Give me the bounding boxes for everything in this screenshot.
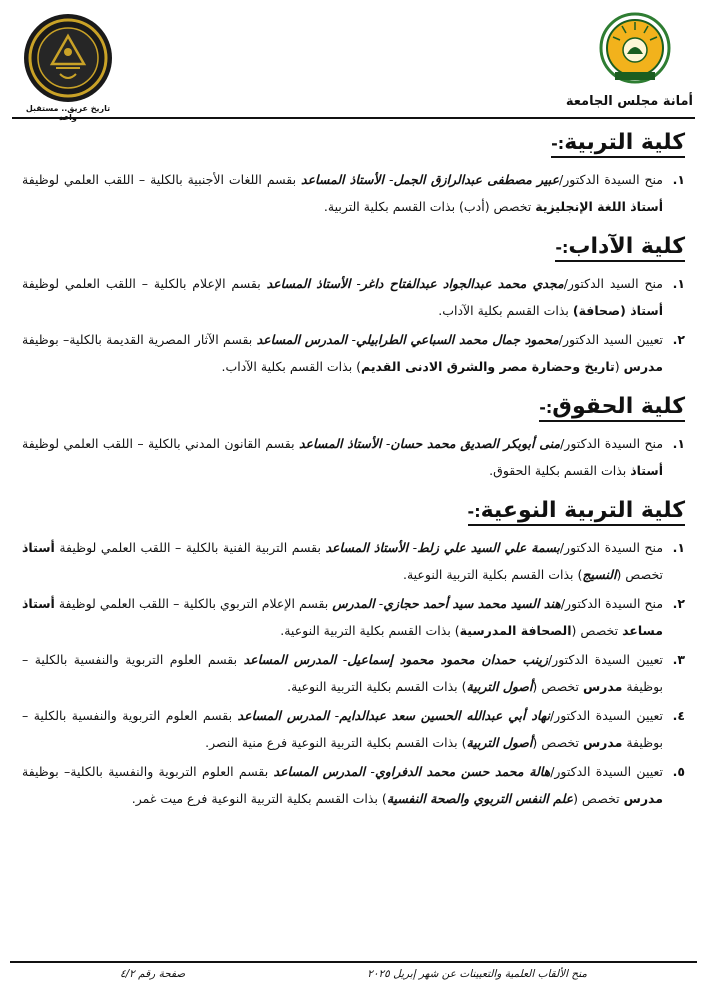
text-run: منح السيدة الدكتور/	[559, 172, 663, 187]
item-number: ٥.	[672, 764, 685, 779]
section-title-text: كلية التربية	[564, 129, 685, 155]
item-number: ١.	[672, 436, 685, 451]
item-text	[22, 166, 663, 220]
text-run: بقسم الآثار المصرية القديمة بالكلية– بوظيفة	[22, 332, 257, 347]
emphasis-run: تاريخ وحضارة مصر والشرق الادنى القديم	[361, 359, 615, 374]
text-run: تخصص (	[571, 623, 623, 638]
text-run: -	[374, 596, 384, 611]
item-number: ١.	[672, 276, 685, 291]
decision-item	[22, 590, 685, 644]
item-number: ٤.	[672, 708, 685, 723]
emphasis-run: أستاذ مساعد	[22, 596, 663, 638]
text-run: -	[336, 652, 348, 667]
text-run: -	[365, 764, 375, 779]
emphasis-run: المدرس المساعد	[237, 708, 330, 723]
text-run: منح السيدة الدكتور/	[559, 540, 664, 555]
emphasis-run: منى أبوبكر الصديق محمد حسان	[390, 436, 561, 451]
text-run: بقسم التربية الفنية بالكلية – اللقب العلمي لوظيفة	[54, 540, 326, 555]
decision-list	[22, 430, 685, 484]
emphasis-run: مدرس	[582, 735, 623, 750]
text-run: تعيين السيد الدكتور/	[558, 332, 663, 347]
text-run: بقسم الإعلام بالكلية – اللقب العلمي لوظيفة	[22, 276, 267, 291]
emphasis-run: هالة محمد حسن محمد الدفراوي	[374, 764, 551, 779]
text-run: بقسم الإعلام التربوي بالكلية – اللقب العلمي لوظيفة	[54, 596, 333, 611]
emphasis-run: مجدي محمد عبدالجواد عبدالفتاح داغر	[360, 276, 564, 291]
emphasis-run: أستاذ	[630, 463, 663, 478]
text-run: تخصص (	[532, 679, 583, 694]
item-number: ١.	[672, 172, 685, 187]
emphasis-run: نهاد أبي عبدالله الحسين سعد عبدالدايم	[339, 708, 550, 723]
document-body	[22, 120, 685, 816]
emphasis-run: المدرس	[332, 596, 375, 611]
section-title	[555, 234, 685, 262]
section	[22, 384, 685, 484]
emphasis-run: الأستاذ المساعد	[266, 276, 351, 291]
emphasis-run: أستاذ اللغة الإنجليزية	[535, 199, 663, 214]
text-run: بذات القسم بكلية الحقوق.	[489, 463, 631, 478]
emphasis-run: زينب حمدان محمود محمود إسماعيل	[347, 652, 548, 667]
section-title-text: كلية الآداب	[568, 233, 685, 259]
item-text	[22, 646, 663, 700]
decision-item	[22, 430, 685, 484]
decision-item	[22, 270, 685, 324]
emphasis-run: محمود جمال محمد السباعي الطرابيلي	[355, 332, 559, 347]
footer-divider	[10, 961, 697, 963]
item-text	[22, 590, 663, 644]
emphasis-run: الأستاذ المساعد	[301, 172, 385, 187]
emphasis-run: بسمة علي السيد علي زلط	[417, 540, 560, 555]
text-run: ) بذات القسم بكلية التربية النوعية.	[402, 567, 583, 582]
item-number: ٢.	[672, 332, 685, 347]
item-number: ٣.	[672, 652, 685, 667]
emphasis-run: النسيج	[582, 567, 617, 582]
text-run: منح السيدة الدكتور/	[560, 436, 664, 451]
item-text	[22, 430, 663, 484]
decision-item	[22, 702, 685, 756]
text-run: -	[347, 332, 356, 347]
text-run: بذات القسم بكلية الآداب.	[438, 303, 573, 318]
text-run: تخصص (	[532, 735, 583, 750]
item-text	[22, 270, 663, 324]
emphasis-run: أصول التربية	[466, 679, 533, 694]
text-run: -	[384, 172, 394, 187]
emphasis-run: مدرس	[582, 679, 623, 694]
emphasis-run: المدرس المساعد	[256, 332, 348, 347]
section-title-text: كلية الحقوق	[552, 393, 685, 419]
item-text	[22, 702, 663, 756]
emphasis-run: مدرس	[623, 359, 663, 374]
text-run: ) بذات القسم بكلية التربية النوعية.	[280, 623, 460, 638]
text-run: -	[329, 708, 340, 723]
text-run: تخصص (	[573, 791, 624, 806]
section-title	[468, 498, 685, 526]
section	[22, 224, 685, 380]
emphasis-run: المدرس المساعد	[243, 652, 337, 667]
anniversary-seal-icon	[22, 12, 114, 104]
emphasis-run: الصحافة المدرسية	[459, 623, 572, 638]
header-divider	[12, 117, 695, 119]
text-run: تعيين السيدة الدكتور/	[547, 652, 663, 667]
decision-item	[22, 326, 685, 380]
section-header	[22, 488, 685, 528]
decision-item	[22, 646, 685, 700]
item-text	[22, 534, 663, 588]
emphasis-run: الأستاذ المساعد	[325, 540, 409, 555]
emphasis-run: علم النفس التربوي والصحة النفسية	[386, 791, 574, 806]
item-text	[22, 758, 663, 812]
decision-list	[22, 270, 685, 380]
emphasis-run: أستاذ	[22, 540, 55, 555]
section	[22, 488, 685, 812]
decision-item	[22, 534, 685, 588]
text-run: بقسم العلوم التربوية والنفسية بالكلية – بوظيفة	[22, 708, 663, 750]
text-run: منح السيدة الدكتور/	[560, 596, 664, 611]
text-run: تعيين السيدة الدكتور/	[549, 708, 663, 723]
emphasis-run: أستاذ (صحافة)	[572, 303, 663, 318]
text-run: تعيين السيدة الدكتور/	[550, 764, 663, 779]
section-title-suffix: :-	[539, 397, 553, 417]
section-title-suffix: :-	[555, 237, 569, 257]
text-run: -	[350, 276, 361, 291]
text-run: ) بذات القسم بكلية التربية النوعية فرع منية النصر.	[205, 735, 467, 750]
text-run: تخصص (أدب) بذات القسم بكلية التربية.	[323, 199, 536, 214]
text-run: -	[381, 436, 391, 451]
decision-item	[22, 758, 685, 812]
emphasis-run: أصول التربية	[466, 735, 533, 750]
section-header	[22, 384, 685, 424]
decision-list	[22, 534, 685, 812]
section-title-text: كلية التربية النوعية	[480, 497, 685, 523]
text-run: منح السيد الدكتور/	[563, 276, 663, 291]
text-run: بقسم العلوم التربوية والنفسية بالكلية – بوظيفة	[22, 652, 663, 694]
emphasis-run: هند السيد محمد سيد أحمد حجازي	[383, 596, 561, 611]
text-run: -	[408, 540, 418, 555]
department-name: أمانة مجلس الجامعة	[565, 94, 693, 109]
decision-item	[22, 166, 685, 220]
text-run: ) بذات القسم بكلية التربية النوعية فرع ميت غمر.	[131, 791, 387, 806]
university-logo-icon	[593, 10, 677, 90]
footer-title: منح الألقاب العلمية والتعيينات عن شهر إبريل ٢٠٢٥	[367, 968, 587, 980]
text-run: بقسم اللغات الأجنبية بالكلية – اللقب العلمي لوظيفة	[22, 172, 302, 187]
emphasis-run: الأستاذ المساعد	[298, 436, 382, 451]
text-run: بقسم العلوم التربوية والنفسية بالكلية– بوظيفة	[22, 764, 274, 779]
section-header	[22, 224, 685, 264]
text-run: تخصص (	[616, 567, 663, 582]
emphasis-run: المدرس المساعد	[273, 764, 366, 779]
section	[22, 120, 685, 220]
page-footer	[120, 968, 587, 980]
text-run: بقسم القانون المدني بالكلية – اللقب العلمي لوظيفة	[22, 436, 299, 451]
seal-caption: تاريخ عريق.. مستقبل واعد	[25, 104, 111, 122]
item-text	[22, 326, 663, 380]
emphasis-run: مدرس	[623, 791, 663, 806]
section-title-suffix: :-	[467, 501, 481, 521]
emphasis-run: عبير مصطفى عبدالرازق الجمل	[393, 172, 560, 187]
item-number: ٢.	[672, 596, 685, 611]
section-title	[539, 394, 685, 422]
text-run: ) بذات القسم بكلية التربية النوعية.	[287, 679, 467, 694]
text-run: ) بذات القسم بكلية الآداب.	[221, 359, 362, 374]
section-title	[551, 130, 685, 158]
section-title-suffix: :-	[551, 133, 565, 153]
item-number: ١.	[672, 540, 685, 555]
section-header	[22, 120, 685, 160]
decision-list	[22, 166, 685, 220]
page-number: صفحة رقم ٤/٢	[120, 968, 186, 980]
text-run: (	[614, 359, 624, 374]
